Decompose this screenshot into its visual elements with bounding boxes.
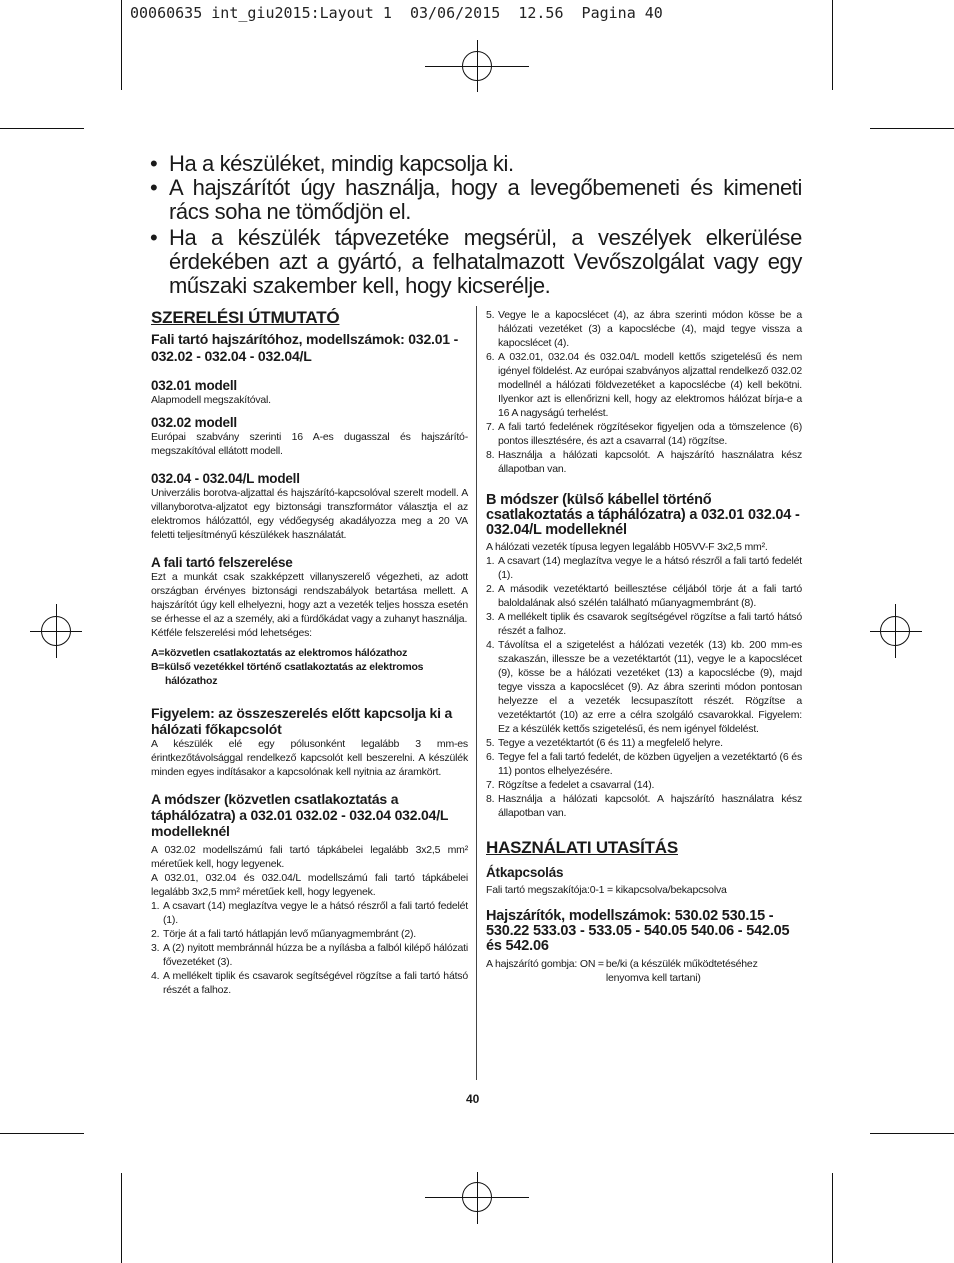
installation-title: A fali tartó felszerelése (151, 555, 293, 570)
model-032-04-title: 032.04 - 032.04/L modell (151, 471, 300, 486)
crop-mark-top-left-v (121, 0, 122, 90)
list-item: 7. Rögzítse a fedelet a csavarral (14). (486, 779, 655, 791)
left-column (151, 308, 468, 997)
list-item: 3. A (2) nyitott membránnál húzza be a nyílásba a falból kilépő hálózati fővezetéket (3). (151, 942, 468, 968)
method-a-cable-note-1: A 032.02 modellszámú fali tartó tápkábelei legalább 3x2,5 mm² méretűek kell, hogy legyenek. (151, 844, 468, 870)
method-a-steps (151, 899, 468, 997)
intro-safety-bullets (150, 152, 802, 298)
list-item: 1. A csavart (14) meglazítva vegye le a hátsó részről a fali tartó fedelét (1). (151, 900, 468, 926)
list-item: 2. A második vezetéktartó beillesztése céljából törje át a fali tartó baloldalának alsó szélén található műanyagmembránt (8). (486, 583, 802, 609)
list-item: 1. A csavart (14) meglazítva vegye le a hátsó részről a fali tartó fedelét (1). (486, 555, 802, 581)
method-b-steps (486, 554, 802, 820)
model-032-02-text: Európai szabvány szerinti 16 A-es dugasszal és hajszárító-megszakítóval ellátott modell. (151, 431, 468, 457)
list-item: 7. A fali tartó fedelének rögzítésekor figyeljen oda a tömszelence (6) pontos illesztésére, és azt a csavarral (14) rögzítse. (486, 421, 802, 447)
crop-mark-top-right-v (832, 0, 833, 90)
warning-text: A készülék elé egy pólusonként legalább 3 mm-es érintkezőtávolsággal rendelkező kapcsolót kell beszerelni. A készülék minden egyes indításakor a kapcsolónak kell nyitnia az áramkört. (151, 738, 468, 778)
crop-mark-top-left-h (0, 128, 84, 129)
crop-mark-bottom-left-h (0, 1133, 84, 1134)
dryer-models-title: Hajszárítók, modellszámok: 530.02 530.15 - 530.22 533.03 - 533.05 - 540.05 540.06 - 542.05 és 542.06 (486, 908, 790, 954)
intro-bullet: • Ha a készüléket, mindig kapcsolja ki. (150, 152, 802, 176)
list-item: 5. Vegye le a kapocslécet (4), az ábra szerinti módon kösse be a hálózati vezetéket (3) a kapocslécbe (4), majd tegye vissza a kapocslécet (4). (486, 309, 802, 349)
column-divider (476, 306, 477, 1080)
method-a-cable-note-2: A 032.01, 032.04 és 032.04/L modellszámú fali tartó tápkábelei legalább 3x2,5 mm² méretűek kell, hogy legyenek. (151, 872, 468, 898)
wall-holder-subheading: Fali tartó hajszárítóhoz, modellszámok: 032.01 - 032.02 - 032.04 - 032.04/L (151, 331, 459, 364)
crop-mark-bottom-right-v (832, 1173, 833, 1263)
model-032-04-text: Univerzális borotva-aljzattal és hajszárító-kapcsolóval szerelt modell. A villanyborotva-aljzatot egy biztonsági transzformátor választja el az elektromos hálózattól, egy védőegység akadályozza meg a 20 VA feletti teljesítményű készülékek használatát. (151, 487, 468, 541)
print-slug: 00060635 int_giu2015:Layout 1 03/06/2015 12.56 Pagina 40 (130, 4, 663, 22)
list-item: 3. A mellékelt tiplik és csavarok segítségével rögzítse a fali tartó hátsó részét a falhoz. (486, 611, 802, 637)
list-item: 6. Tegye fel a fali tartó fedelét, de közben ügyeljen a vezetéktartó (6 és 11) pontos elhelyezésére. (486, 751, 802, 777)
list-item: 4. A mellékelt tiplik és csavarok segítségével rögzítse a fali tartó hátsó részét a falhoz. (151, 970, 468, 996)
method-b-intro: A hálózati vezeték típusa legyen legalább H05VV-F 3x2,5 mm². (486, 541, 768, 553)
switching-text: Fali tartó megszakítója:0-1 = kikapcsolva/bekapcsolva (486, 884, 727, 896)
on-button-row (486, 957, 802, 985)
list-item: 8. Használja a hálózati kapcsolót. A hajszárító használatra kész állapotban van. (486, 449, 802, 475)
crop-mark-bottom-left-v (121, 1173, 122, 1263)
page-number: 40 (466, 1092, 480, 1106)
intro-bullet: • A hajszárítót úgy használja, hogy a levegőbemeneti és kimeneti rács soha ne tömődjön el. (150, 176, 802, 224)
right-column (486, 308, 802, 985)
model-032-01-text: Alapmodell megszakítóval. (151, 394, 271, 406)
warning-title: Figyelem: az összeszerelés előtt kapcsolja ki a hálózati főkapcsolót (151, 705, 453, 737)
model-032-02-title: 032.02 modell (151, 415, 237, 430)
list-item: 5. Tegye a vezetéktartót (6 és 11) a megfelelő helyre. (486, 737, 723, 749)
installation-heading: SZERELÉSI ÚTMUTATÓ (151, 308, 340, 327)
model-032-01-title: 032.01 modell (151, 378, 237, 393)
method-a-steps-continued (486, 308, 802, 476)
on-button-label: A hajszárító gombja: ON = (486, 958, 604, 970)
on-button-description: be/ki (a készülék működtetéséhez lenyomva kell tartani) (605, 958, 758, 984)
intro-bullet: • Ha a készülék tápvezetéke megsérül, a veszélyek elkerülése érdekében azt a gyártó, a felhatalmazott Vevőszolgálat vagy egy műszaki szakember kell, hogy kicserélje. (150, 226, 802, 298)
installation-text: Ezt a munkát csak szakképzett villanyszerelő végezheti, az adott országban érvényes biztonsági rendszabályok betartása mellett. A hajszárítót úgy kell elhelyezni, hogy azt a vezeték teljes hossza esetén se érhesse el az a személy, aki a fürdőkádat vagy a zuhanyt használja. (151, 571, 468, 625)
switching-title: Átkapcsolás (486, 865, 564, 880)
list-item: 2. Törje át a fali tartó hátlapján levő műanyagmembránt (2). (151, 928, 416, 940)
option-a: A=közvetlen csatlakoztatás az elektromos hálózathoz (151, 647, 408, 659)
method-b-title: B módszer (külső kábellel történő csatlakoztatás a táphálózatra) a 032.01 032.04 - 032.04/L modelleknél (486, 492, 800, 538)
method-a-title: A módszer (közvetlen csatlakoztatás a táphálózatra) a 032.01 032.02 - 032.04 032.04/L modelleknél (151, 791, 448, 839)
installation-modes: Kétféle felszerelési mód lehetséges: (151, 627, 312, 639)
option-b: B=külső vezetékkel történő csatlakoztatás az elektromos hálózathoz (151, 661, 424, 687)
crop-mark-bottom-right-h (870, 1133, 954, 1134)
usage-heading: HASZNÁLATI UTASÍTÁS (486, 838, 678, 857)
list-item: 6. A 032.01, 032.04 és 032.04/L modell kettős szigetelésű és nem igényel földelést. Az európai szabványos aljzattal rendelkező 032.02 modellnél a hálózati földvezetéket a kapocslécbe (4) kell bekötni. Ilyenkor azt is ellenőrizni kell, hogy az elektromos hálózat bírja-e a 16 A nagyságú terhelést. (486, 351, 802, 419)
crop-mark-top-right-h (870, 128, 954, 129)
list-item: 8. Használja a hálózati kapcsolót. A hajszárító használatra kész állapotban van. (486, 793, 802, 819)
list-item: 4. Távolítsa el a szigetelést a hálózati vezeték (13) kb. 200 mm-es szakaszán, illessze be a vezetéktartót (11), vegye le a kapocslécet (9), kösse be a hálózati vezetéket (13) a kapocslécbe (9), majd tegye vissza a kapocslécet (9). Az ábra szerinti módon pontosan helyezze el a vezeték lecsupaszított részét. Rögzítse a vezetéktartót (10) az erre a célra szolgáló csavarokkal. Figyelem: Ez a készülék kettős szigetelésű, és nem igényel földelést. (486, 639, 802, 735)
